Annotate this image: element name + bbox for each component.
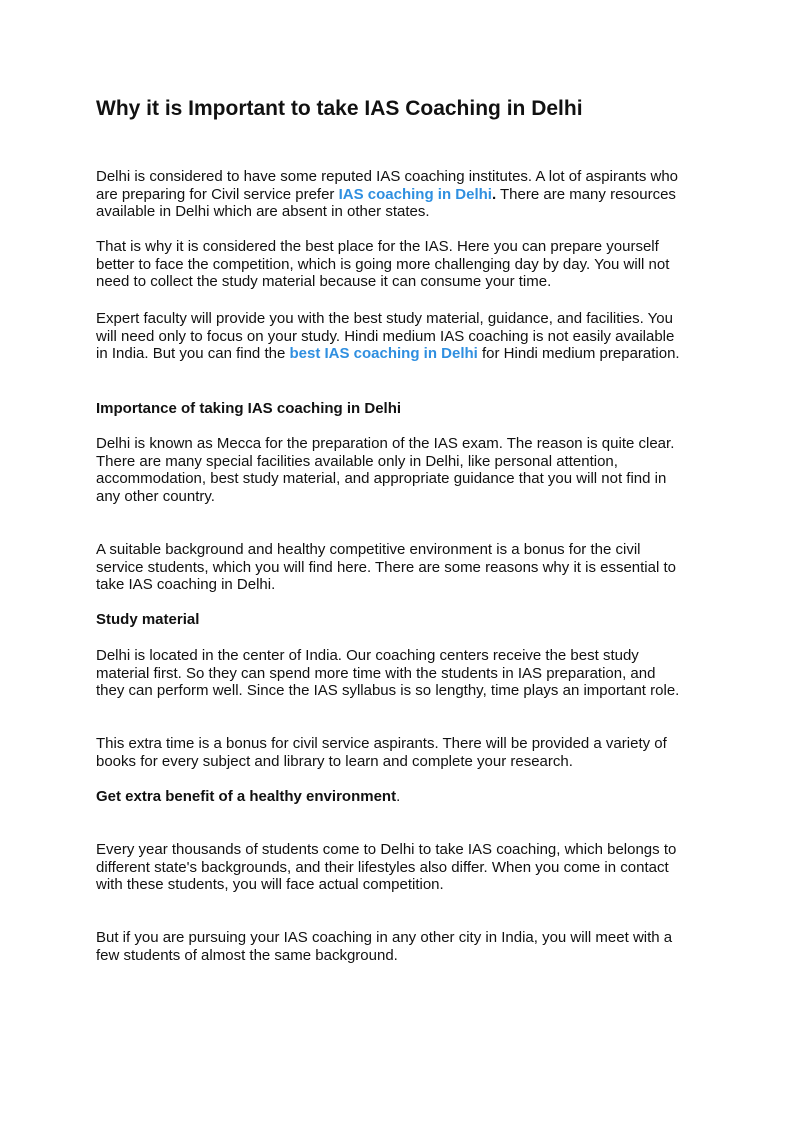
intro-link-period: . (491, 185, 497, 203)
students-paragraph: Every year thousands of students come to Delhi to take IAS coaching, which belongs to different state's backgrounds, and their lifestyles also differ. When you come in contact with these students, you will face actual competition. (96, 841, 677, 894)
faculty-paragraph (96, 310, 706, 363)
page-title: Why it is Important to take IAS Coaching in Delhi (96, 97, 583, 120)
mecca-paragraph: Delhi is known as Mecca for the preparation of the IAS exam. The reason is quite clear. There are many special facilities available only in Delhi, like personal attention, accommodation, best study material, and appropriate guidance that you will not find in any other country. (96, 435, 675, 506)
best-ias-coaching-link[interactable]: best IAS coaching in Delhi (289, 345, 478, 363)
study-material-paragraph: Delhi is located in the center of India. Our coaching centers receive the best study material first. So they can spend more time with the students in IAS preparation, and they can perform well. Since the IAS syllabus is so lengthy, time plays an important role. (96, 647, 680, 700)
other-city-paragraph: But if you are pursuing your IAS coaching in any other city in India, you will meet with a few students of almost the same background. (96, 929, 673, 964)
intro-paragraph (96, 168, 706, 221)
healthy-environment-heading (96, 788, 400, 806)
importance-heading: Importance of taking IAS coaching in Delhi (96, 400, 402, 417)
ias-coaching-link[interactable]: IAS coaching in Delhi (338, 185, 492, 203)
competitive-environment-paragraph: A suitable background and healthy competitive environment is a bonus for the civil service students, which you will find here. There are some reasons why it is essential to take IAS coaching in Delhi. (96, 541, 676, 594)
study-material-heading: Study material (96, 611, 200, 628)
faculty-text-start: Expert faculty will provide you with the best study material, guidance, and facilities. You will need only to focus on your study. Hindi medium IAS coaching is not easily available in India. But you can find the (96, 310, 675, 363)
healthy-environment-heading-period: . (396, 788, 401, 805)
intro-text-end: There are many resources available in Delhi which are absent in other states. (96, 185, 676, 221)
intro-text-start: Delhi is considered to have some reputed IAS coaching institutes. A lot of aspirants who are preparing for Civil service prefer (96, 168, 678, 203)
best-place-paragraph: That is why it is considered the best place for the IAS. Here you can prepare yourself better to face the competition, which is going more challenging day by day. You will not need to collect the study material because it can consume your time. (96, 238, 670, 291)
healthy-environment-heading-text: Get extra benefit of a healthy environment (96, 788, 397, 805)
faculty-text-end: for Hindi medium preparation. (477, 345, 680, 363)
extra-time-paragraph: This extra time is a bonus for civil service aspirants. There will be provided a variety of books for every subject and library to learn and complete your research. (96, 735, 667, 770)
